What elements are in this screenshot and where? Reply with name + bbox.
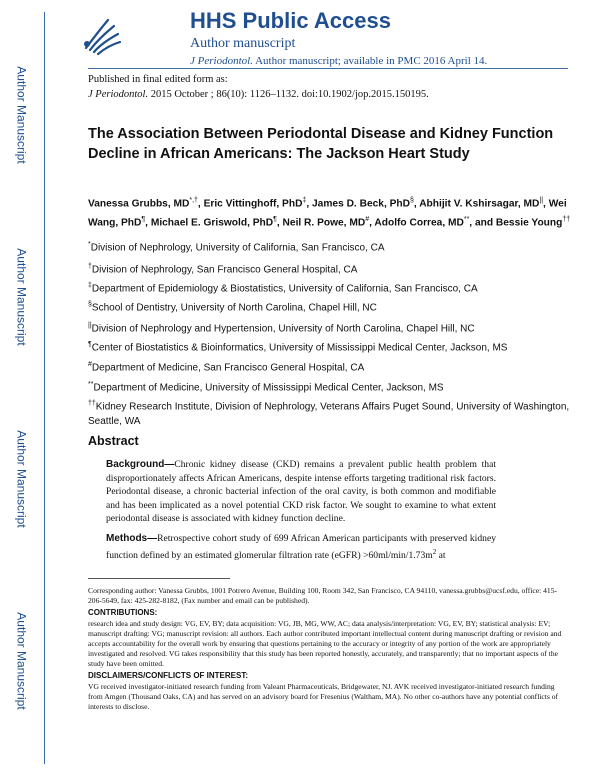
left-sidebar [0,0,44,776]
author: Eric Vittinghoff, PhD [203,198,303,210]
hhs-header [62,6,562,68]
article-title: The Association Between Periodontal Disease and Kidney Function Decline in African Americans: The Jackson Heart Study [88,126,554,162]
contributions-text: research idea and study design: VG, EV, BY; data acquisition: VG, JB, MG, WW, AC; data analysis/interpretation: VG, EV, BY; statistical analysis: EV; manuscript drafting: VG; manuscript revision: all authors. Each author contributed important intellectual content during manuscript drafting or revision and accepts accountability for the overall work by ensuring that questions pertaining to the accuracy or integrity of any portion of the work are appropriately investigated and resolved. VG takes responsibility that this study has been reported honestly, accurately, and transparently; that no important aspects of the study have been omitted. [88,619,562,668]
author: Bessie Young [495,217,563,229]
published-in-label: Published in final edited form as: [88,74,228,85]
abstract-methods: Methods—Retrospective cohort study of 699 African American participants with preserved kidney function defined by an estimated glomerular filtration rate (eGFR) $>60ml/\min/1.73m^2$ at [106,533,496,561]
footnote-divider [88,578,230,579]
affiliation: §School of Dentistry, University of North Carolina, Chapel Hill, NC [88,301,377,314]
author: James D. Beck, PhD [312,198,410,210]
header-divider [88,68,568,69]
author-manuscript-label: Author Manuscript [15,612,30,710]
affiliation: ||Division of Nephrology and Hypertension, University of North Carolina, Chapel Hill, NC [88,322,475,335]
affiliation: *Division of Nephrology, University of California, San Francisco, CA [88,241,385,254]
affiliation: ¶Center of Biostatistics & Bioinformatics, University of Mississippi Medical Center, Jackson, MS [88,341,508,354]
affiliation: †Division of Nephrology, San Francisco General Hospital, CA [88,263,358,276]
disclaimers-heading: DISCLAIMERS/CONFLICTS OF INTEREST: [88,671,248,680]
affiliation: ††Kidney Research Institute, Division of Nephrology, Veterans Affairs Puget Sound, University of Washington, Seattle, WA [88,400,570,428]
affiliation: #Department of Medicine, San Francisco General Hospital, CA [88,361,365,374]
author-manuscript-label: Author Manuscript [15,66,30,164]
contributions-heading: CONTRIBUTIONS: [88,608,158,617]
author: Abhijit V. Kshirsagar, MD [419,198,540,210]
disclaimers-text: VG received investigator-initiated research funding from Valeant Pharmaceuticals, Bridgewater, NJ. AVK received investigator-initiated research funding from Amgen (Thousand Oaks, CA) and has served on an advisory board for Fresenius (Waltham, MA). No other co-authors have any potential conflicts of interests to disclose. [88,682,559,711]
availability-line: J Periodontol. Author manuscript; available in PMC 2016 April 14. [190,55,488,67]
author-list: Vanessa Grubbs, MD*,†, Eric Vittinghoff, PhD‡, James D. Beck, PhD§, Abhijit V. Kshirsagar, MD||, Wei Wang, PhD¶, Michael E. Griswold, PhD¶, Neil R. Powe, MD#, Adolfo Correa, MD**, and Bessie Young†† [88,197,571,229]
author-manuscript-label: Author Manuscript [15,430,30,528]
author: Wei Wang, PhD [88,198,567,229]
hhs-public-access-title: HHS Public Access [190,8,391,33]
corresponding-author-note: Corresponding author: Vanessa Grubbs, 1001 Potrero Avenue, Building 100, Room 342, San Francisco, CA 94110, vanessa.grubbs@ucsf.edu, office: 415-206-5649, fax: 425-282-8182, (Fax number and email can be published). [88,586,558,605]
hhs-eagle-logo-icon [78,14,124,56]
author: Vanessa Grubbs, MD [88,198,190,210]
author-manuscript-label: Author Manuscript [15,248,30,346]
abstract-heading: Abstract [88,434,139,448]
author: Neil R. Powe, MD [282,217,366,229]
citation-line: J Periodontol. 2015 October ; 86(10): 1126–1132. doi:10.1902/jop.2015.150195. [88,89,429,100]
author: Michael E. Griswold, PhD [150,217,274,229]
affiliation: **Department of Medicine, University of Mississippi Medical Center, Jackson, MS [88,381,444,394]
author: Adolfo Correa, MD [374,217,464,229]
sidebar-divider [44,12,45,764]
abstract-background: Background—Chronic kidney disease (CKD) remains a prevalent public health problem that disproportionately affects African Americans, despite intense efforts targeting traditional risk factors. Periodontal disease, a chronic bacterial infection of the oral cavity, is both common and modifiable and has been implicated as a novel potential CKD risk factor. We sought to examine to what extent periodontal disease is associated with kidney function decline. [106,459,496,524]
author-manuscript-subtitle: Author manuscript [190,36,296,51]
affiliation: ‡Department of Epidemiology & Biostatistics, University of California, San Francisco, CA [88,282,478,295]
